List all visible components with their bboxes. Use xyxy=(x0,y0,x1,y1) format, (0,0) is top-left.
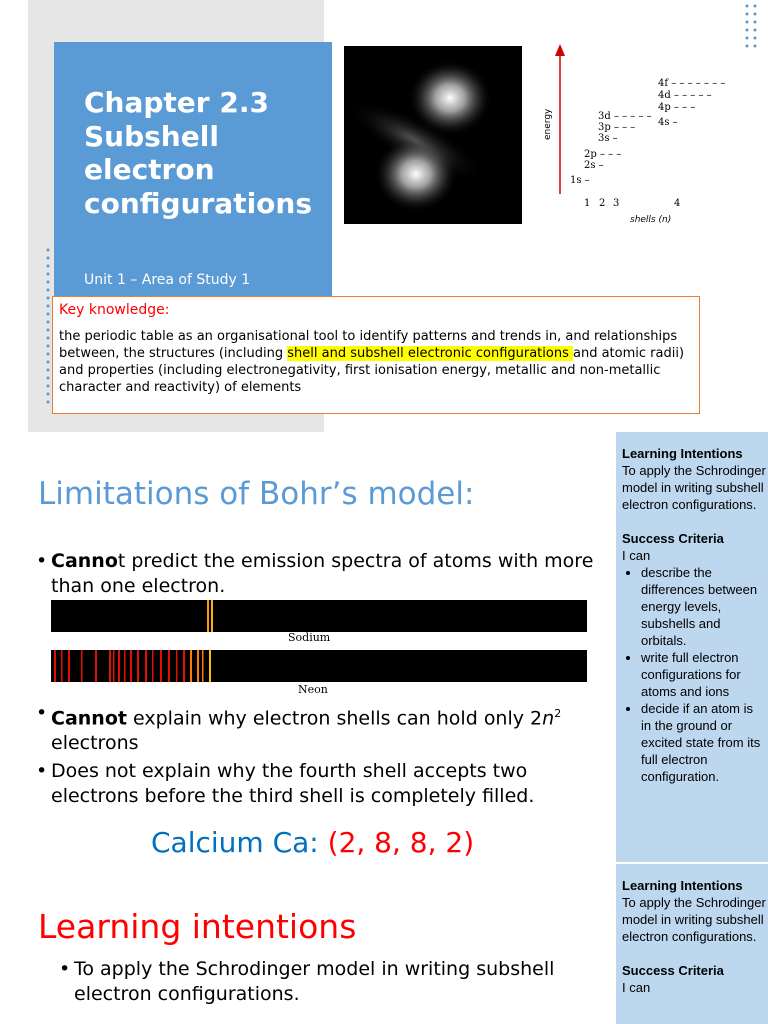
bullet-shell-capacity: • Cannot explain why electron shells can hold only $2n^2$ electrons xyxy=(36,702,562,755)
side-li-heading: Learning Intentions xyxy=(622,446,743,461)
success-criterion: • decide if an atom is in the ground or excited state from its full electron configuration. xyxy=(641,700,766,785)
shells-axis-label: shells (n) xyxy=(630,215,672,225)
decorative-dots-left xyxy=(44,246,52,414)
side-sc-intro: I can xyxy=(622,548,651,563)
learning-intention-bullet: • To apply the Schrodinger model in writing subshell electron configurations. xyxy=(59,957,559,1007)
kk-text-after: and atomic radii) and properties (including electronegativity, first ionisation energy, metallic and non-metallic character and reactivity) of elements xyxy=(59,346,685,395)
success-criteria-list xyxy=(622,564,766,785)
bullet1-bold: Canno xyxy=(51,550,118,572)
energy-axis-label: energy xyxy=(543,108,553,140)
level-4p: 4p – – – xyxy=(658,102,696,113)
level-1s: 1s – xyxy=(570,175,590,186)
slide-title: Chapter 2.3 Subshell electron configurations xyxy=(84,86,313,220)
key-knowledge-text xyxy=(59,328,693,396)
success-criterion: • describe the differences between energy levels, subshells and orbitals. xyxy=(641,564,766,649)
level-2s: 2s – xyxy=(584,160,604,171)
bullet2-rest: explain why electron shells can hold only 2 xyxy=(126,707,543,730)
level-4f: 4f – – – – – – – xyxy=(658,78,726,89)
shell-number-1: 1 xyxy=(584,198,591,209)
level-3s: 3s – xyxy=(598,133,618,144)
bullet1-rest: t predict the emission spectra of atoms with more than one electron. xyxy=(51,550,594,597)
side-panel-learning-intentions xyxy=(616,432,768,862)
calcium-label: Calcium Ca: xyxy=(151,826,328,859)
level-4d: 4d – – – – – xyxy=(658,90,712,101)
level-4s: 4s – xyxy=(658,117,678,128)
level-3d: 3d – – – – – xyxy=(598,111,652,122)
shell-number-3: 3 xyxy=(613,198,620,209)
key-knowledge-box xyxy=(52,296,700,414)
calcium-configuration xyxy=(151,826,474,859)
side-li-text: To apply the Schrodinger model in writing subshell electron configurations. xyxy=(622,895,766,944)
neon-spectrum xyxy=(51,650,587,682)
side-sc-intro: I can xyxy=(622,980,651,995)
learning-intention-text: To apply the Schrodinger model in writing subshell electron configurations. xyxy=(74,958,555,1005)
learning-intentions-title: Learning intentions xyxy=(38,907,357,946)
side-panel-learning-intentions-2 xyxy=(616,864,768,1024)
bullet2-end: electrons xyxy=(51,732,139,755)
energy-level-diagram xyxy=(540,40,750,232)
sodium-spectrum xyxy=(51,600,587,632)
bullet3-text: Does not explain why the fourth shell accepts two electrons before the third shell is completely filled. xyxy=(51,760,535,807)
key-knowledge-heading: Key knowledge: xyxy=(59,302,170,318)
bullet-fourth-shell: • Does not explain why the fourth shell accepts two electrons before the third shell is completely filled. xyxy=(36,759,606,809)
side-li-text: To apply the Schrodinger model in writing subshell electron configurations. xyxy=(622,463,766,512)
side-li-heading: Learning Intentions xyxy=(622,878,743,893)
kk-text-before: the periodic table as an organisational tool to identify patterns and trends in, and relationships between, the structures (including xyxy=(59,329,678,361)
bullet2-variable: n xyxy=(542,707,555,730)
bullet2-superscript: 2 xyxy=(554,707,562,720)
calcium-value: (2, 8, 8, 2) xyxy=(327,826,475,859)
shell-number-2: 2 xyxy=(599,198,606,209)
bullet-emission-spectra: • Cannot predict the emission spectra of atoms with more than one electron. xyxy=(36,550,594,597)
bullet2-bold: Cannot xyxy=(51,707,127,730)
level-3p: 3p – – – xyxy=(598,122,636,133)
p-orbital-image xyxy=(344,46,522,224)
shell-number-4: 4 xyxy=(674,198,681,209)
side-sc-heading: Success Criteria xyxy=(622,531,724,546)
kk-text-highlight: shell and subshell electronic configurations xyxy=(287,346,573,361)
side-sc-heading: Success Criteria xyxy=(622,963,724,978)
sodium-label: Sodium xyxy=(288,631,331,644)
success-criterion: • write full electron configurations for atoms and ions xyxy=(641,649,766,700)
level-2p: 2p – – – xyxy=(584,149,622,160)
slide-subtitle: Unit 1 – Area of Study 1 xyxy=(84,272,251,288)
bohr-limitations-title: Limitations of Bohr’s model: xyxy=(38,476,475,512)
neon-label: Neon xyxy=(298,683,328,696)
